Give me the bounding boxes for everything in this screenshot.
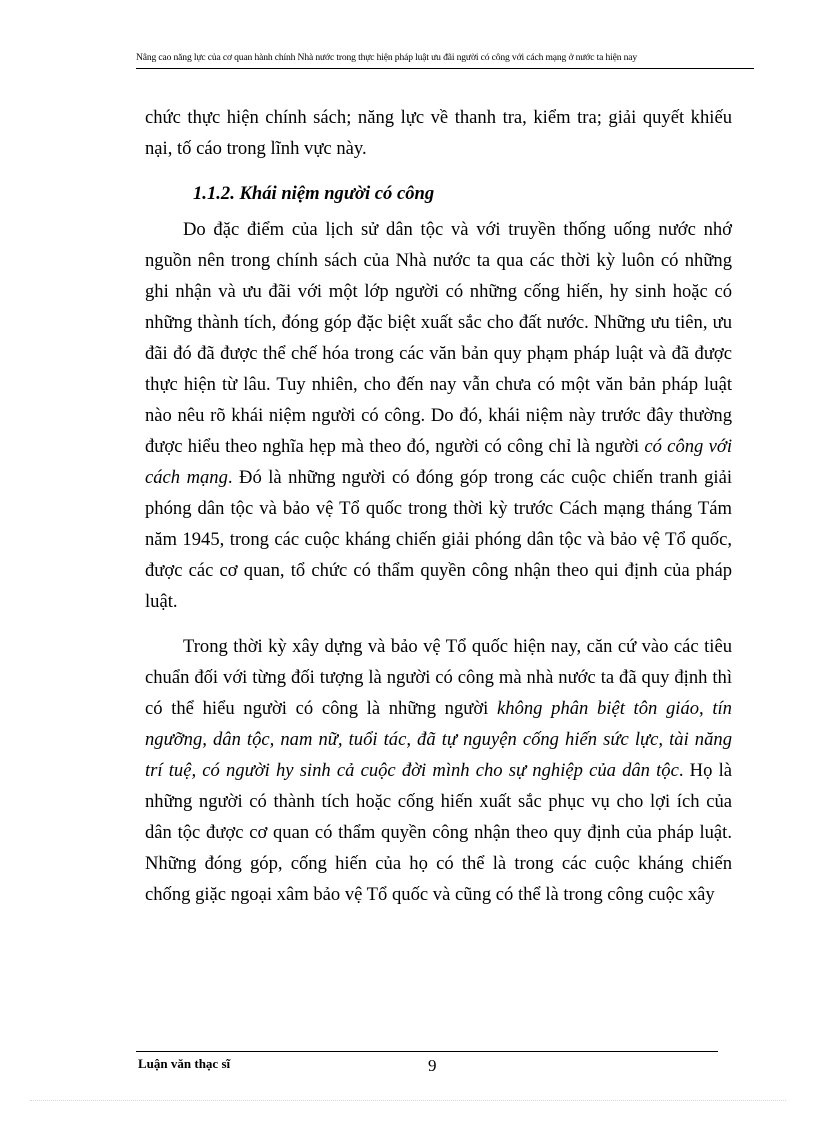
paragraph-2-text-b: . Đó là những người có đóng góp trong các cuộc chiến tranh giải phóng dân tộc và bảo vệ Tổ quốc trong thời kỳ trước Cách mạng tháng Tám năm 1945, trong các cuộc kháng chiến giải phóng dân tộc và bảo vệ Tổ quốc, được các cơ quan, tổ chức có thẩm quyền công nhận theo qui định của pháp luật. bbox=[145, 467, 732, 612]
header-rule bbox=[136, 68, 754, 69]
footer-rule bbox=[136, 1051, 718, 1052]
paragraph-2 bbox=[145, 214, 732, 617]
paragraph-2-italic: có công với cách mạng bbox=[145, 436, 732, 488]
paragraph-3-text-a: Trong thời kỳ xây dựng và bảo vệ Tổ quốc hiện nay, căn cứ vào các tiêu chuẩn đối với từng đối tượng là người có công mà nhà nước ta đã quy định thì có thể hiểu người có công là những người bbox=[145, 636, 732, 719]
page-number: 9 bbox=[428, 1056, 437, 1075]
section-heading: 1.1.2. Khái niệm người có công bbox=[193, 183, 435, 204]
paragraph-2-text-a: Do đặc điểm của lịch sử dân tộc và với truyền thống uống nước nhớ nguồn nên trong chính sách của Nhà nước ta qua các thời kỳ luôn có những ghi nhận và ưu đãi với một lớp người có những cống hiến, hy sinh hoặc có những thành tích, đóng góp đặc biệt xuất sắc cho đất nước. Những ưu tiên, ưu đãi đó đã được thể chế hóa trong các văn bản quy phạm pháp luật và đã được thực hiện từ lâu. Tuy nhiên, cho đến nay vẫn chưa có một văn bản pháp luật nào nêu rõ khái niệm người có công. Do đó, khái niệm này trước đây thường được hiểu theo nghĩa hẹp mà theo đó, người có công chỉ là người bbox=[145, 219, 732, 457]
page-edge-divider bbox=[30, 1100, 786, 1101]
footer-label: Luận văn thạc sĩ bbox=[138, 1056, 231, 1071]
page-body bbox=[145, 102, 732, 910]
paragraph-continuation: chức thực hiện chính sách; năng lực về thanh tra, kiểm tra; giải quyết khiếu nại, tố cáo trong lĩnh vực này. bbox=[145, 107, 732, 159]
paragraph-3-text-b: . Họ là những người có thành tích hoặc cống hiến xuất sắc phục vụ cho lợi ích của dân tộc được cơ quan có thẩm quyền công nhận theo quy định của pháp luật. Những đóng góp, cống hiến của họ có thể là trong các cuộc kháng chiến chống giặc ngoại xâm bảo vệ Tổ quốc và cũng có thể là trong công cuộc xây bbox=[145, 760, 732, 905]
running-header: Nâng cao năng lực của cơ quan hành chính Nhà nước trong thực hiện pháp luật ưu đãi người có công với cách mạng ở nước ta hiện nay bbox=[136, 52, 638, 63]
paragraph-3 bbox=[145, 631, 732, 910]
paragraph-3-italic: không phân biệt tôn giáo, tín ngưỡng, dân tộc, nam nữ, tuổi tác, đã tự nguyện cống hiến sức lực, tài năng trí tuệ, có người hy sinh cả cuộc đời mình cho sự nghiệp của dân tộc bbox=[145, 698, 732, 781]
